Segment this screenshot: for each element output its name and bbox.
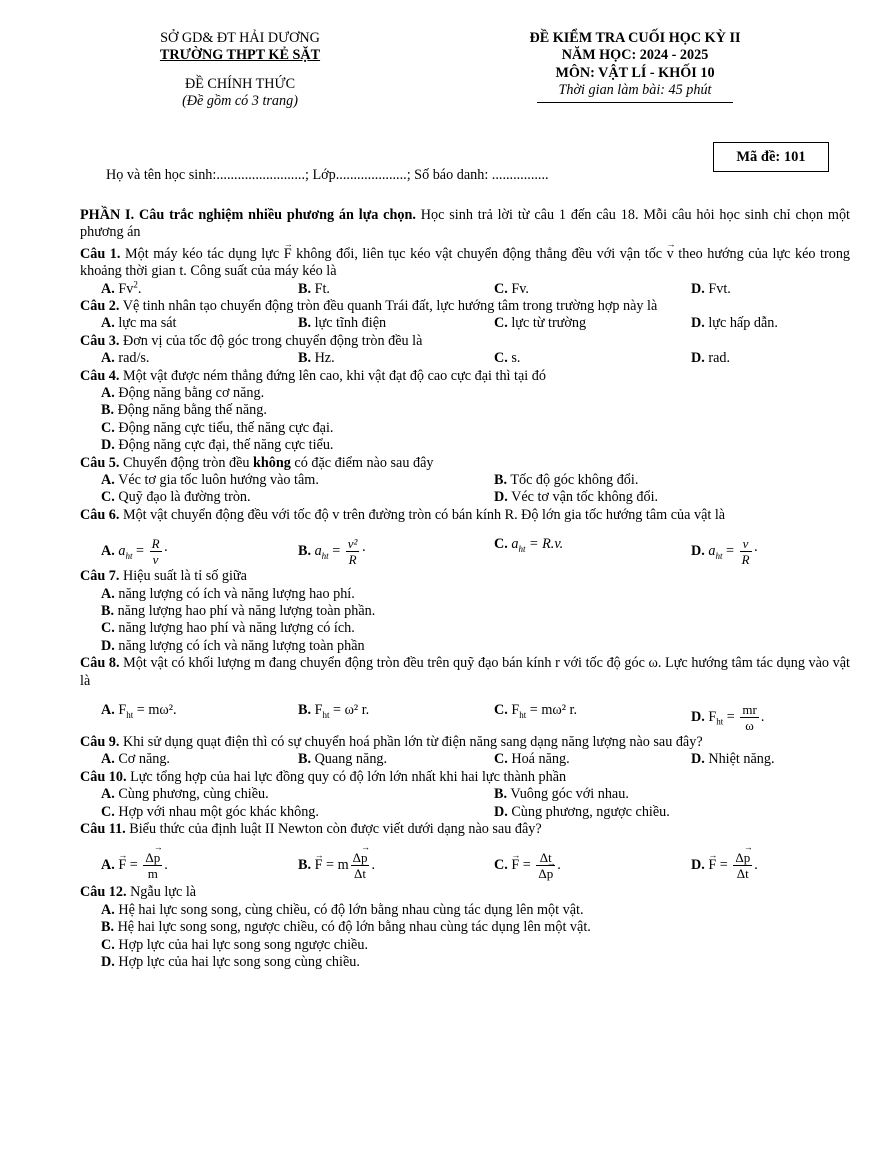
part1-heading: PHẦN I. Câu trắc nghiệm nhiều phương án lựa chọn. bbox=[80, 207, 416, 223]
subject-label: MÔN: VẬT LÍ - KHỐI 10 bbox=[555, 64, 715, 81]
option-b: B. $a_{ht}$ = $\frac{\text{v²}}{R}$ · bbox=[298, 536, 367, 568]
header-right bbox=[470, 30, 800, 103]
question-8-stem: Câu 8. Một vật có khối lượng m đang chuyển động tròn đều trên quỹ đạo bán kính r với tốc độ góc ω. Lực hướng tâm tác dụng vào vật là bbox=[80, 655, 850, 689]
option-d: D. $F_{ht}$ = $\frac{mr}{\omega}$ . bbox=[691, 702, 765, 734]
option-b: B. Quang năng. bbox=[298, 751, 388, 768]
question-3-options bbox=[80, 350, 850, 367]
option-d: D. Nhiệt năng. bbox=[691, 751, 775, 768]
option-d: D. năng lượng có ích và năng lượng toàn phần bbox=[101, 637, 365, 654]
question-9-stem: Câu 9. Khi sử dụng quạt điện thì có sự chuyển hoá phần lớn từ điện năng sang dạng năng lượng nào sau đây? bbox=[80, 734, 703, 751]
part1-intro bbox=[80, 207, 850, 242]
student-info-line: Họ và tên học sinh:.........................; Lớp....................; Số báo danh: ................ bbox=[106, 167, 549, 183]
option-c: C. Hợp lực của hai lực song song ngược chiều. bbox=[101, 936, 368, 953]
option-d: D. $a_{ht}$ = $\frac{v}{R}$ · bbox=[691, 536, 759, 568]
question-9-options bbox=[80, 751, 850, 768]
option-a: A. $a_{ht}$ = $\frac{R}{v}$ · bbox=[101, 536, 169, 568]
option-b: B. → F = m $\frac{\Delta\to p}{\Delta t}$ . bbox=[298, 850, 375, 881]
question-1-options bbox=[80, 278, 850, 298]
option-d: D. lực hấp dẫn. bbox=[691, 315, 778, 332]
question-10-options-row2 bbox=[80, 804, 850, 821]
option-a: A. lực ma sát bbox=[101, 315, 177, 332]
velocity-vector-symbol: → v bbox=[667, 246, 674, 263]
department-name: SỞ GD& ĐT HẢI DƯƠNG bbox=[160, 30, 320, 46]
option-d: D. Véc tơ vận tốc không đổi. bbox=[494, 489, 659, 506]
question-1 bbox=[80, 246, 850, 298]
header-divider bbox=[537, 102, 733, 103]
question-3 bbox=[80, 333, 850, 368]
option-a: A. Hệ hai lực song song, cùng chiều, có độ lớn bằng nhau cùng tác dụng lên một vật. bbox=[101, 901, 584, 918]
question-10-options-row1 bbox=[80, 786, 850, 803]
option-c: C. s. bbox=[494, 350, 521, 367]
question-5 bbox=[80, 455, 850, 507]
option-a: A. Cùng phương, cùng chiều. bbox=[101, 786, 269, 803]
option-c: C. lực từ trường bbox=[494, 315, 587, 332]
option-a: A. Cơ năng. bbox=[101, 751, 170, 768]
option-d: D. rad. bbox=[691, 350, 731, 367]
option-d: D. → F = $\frac{\Delta\to p}{\Delta t}$ . bbox=[691, 850, 758, 881]
option-d: D. Cùng phương, ngược chiều. bbox=[494, 803, 670, 820]
part1-instruction: Học sinh trả lời từ câu 1 đến câu 18. Mỗi câu hỏi học sinh chỉ chọn một phương án bbox=[80, 207, 850, 241]
question-3-stem: Câu 3. Đơn vị của tốc độ góc trong chuyển động tròn đều là bbox=[80, 332, 423, 349]
option-c: C. $a_{ht} = R.v$. bbox=[494, 536, 564, 555]
option-d: D. Fvt. bbox=[691, 280, 731, 297]
time-limit: Thời gian làm bài: 45 phút bbox=[558, 82, 712, 99]
question-12 bbox=[80, 884, 850, 971]
option-a: A. rad/s. bbox=[101, 350, 150, 367]
question-1-text-b: không đổi, liên tục kéo vật chuyển động thẳng đều với vận tốc bbox=[291, 245, 667, 262]
question-2-options bbox=[80, 315, 850, 332]
question-1-stem bbox=[80, 246, 850, 281]
option-c: C. năng lượng hao phí và năng lượng có ích. bbox=[101, 620, 355, 637]
question-6 bbox=[80, 507, 850, 568]
question-4 bbox=[80, 368, 850, 455]
question-5-options-row1 bbox=[80, 472, 850, 489]
option-c: C. Quỹ đạo là đường tròn. bbox=[101, 489, 251, 506]
option-b: B. Ft. bbox=[298, 280, 330, 297]
option-b: B. Vuông góc với nhau. bbox=[494, 786, 629, 803]
question-2-stem: Câu 2. Vệ tinh nhân tạo chuyển động tròn đều quanh Trái đất, lực hướng tâm trong trường hợp này là bbox=[80, 298, 658, 315]
option-c: C. Hoá năng. bbox=[494, 751, 570, 768]
exam-title: ĐỀ KIỂM TRA CUỐI HỌC KỲ II bbox=[529, 30, 741, 46]
option-a: A. Động năng bằng cơ năng. bbox=[101, 385, 265, 402]
question-12-stem: Câu 12. Ngẫu lực là bbox=[80, 884, 197, 901]
question-7-stem: Câu 7. Hiệu suất là tỉ số giữa bbox=[80, 568, 247, 585]
option-b: B. lực tĩnh điện bbox=[298, 315, 387, 332]
question-8-options bbox=[80, 690, 850, 734]
option-a: A. Fv$^2$. bbox=[101, 278, 142, 297]
option-a: A. → F = $\frac{\Delta\to p}{m}$ . bbox=[101, 850, 168, 881]
question-5-options-row2 bbox=[80, 489, 850, 506]
option-c: C. Hợp với nhau một góc khác không. bbox=[101, 803, 319, 820]
option-b: B. Tốc độ góc không đổi. bbox=[494, 472, 639, 489]
option-b: B. năng lượng hao phí và năng lượng toàn phần. bbox=[101, 603, 376, 620]
option-b: B. Hệ hai lực song song, ngược chiều, có độ lớn bằng nhau cùng tác dụng lên một vật. bbox=[101, 919, 591, 936]
question-11-options bbox=[80, 838, 850, 884]
question-6-stem: Câu 6. Một vật chuyển động đều với tốc độ v trên đường tròn có bán kính R. Độ lớn gia tốc hướng tâm của vật là bbox=[80, 506, 726, 523]
question-1-text-c: theo hướng của lực kéo trong khoảng thời gian t. Công suất của máy kéo là bbox=[80, 245, 851, 280]
question-2 bbox=[80, 298, 850, 333]
question-7 bbox=[80, 568, 850, 655]
question-4-stem: Câu 4. Một vật được ném thẳng đứng lên cao, khi vật đạt độ cao cực đại thì tại đó bbox=[80, 367, 546, 384]
question-6-options bbox=[80, 524, 850, 568]
question-1-label: Câu 1. bbox=[80, 245, 121, 262]
question-9 bbox=[80, 734, 850, 769]
exam-content bbox=[80, 207, 850, 972]
option-b: B. Hz. bbox=[298, 350, 335, 367]
school-year: NĂM HỌC: 2024 - 2025 bbox=[561, 47, 709, 64]
question-11-stem: Câu 11. Biểu thức của định luật II Newton còn được viết dưới dạng nào sau đây? bbox=[80, 821, 542, 838]
option-a: A. $F_{ht} = m\omega^2$. bbox=[101, 702, 177, 720]
official-label: ĐỀ CHÍNH THỨC bbox=[184, 75, 296, 92]
option-a: A. Véc tơ gia tốc luôn hướng vào tâm. bbox=[101, 472, 319, 489]
option-c: C. Fv. bbox=[494, 280, 529, 297]
question-11 bbox=[80, 821, 850, 884]
option-c: C. $F_{ht} = m\omega^2$ r. bbox=[494, 702, 578, 720]
question-10 bbox=[80, 769, 850, 821]
question-1-text-a: Một máy kéo tác dụng lực bbox=[120, 245, 284, 262]
question-8 bbox=[80, 655, 850, 734]
question-10-stem: Câu 10. Lực tổng hợp của hai lực đồng quy có độ lớn lớn nhất khi hai lực thành phần bbox=[80, 768, 567, 785]
option-d: D. Hợp lực của hai lực song song cùng chiều. bbox=[101, 954, 360, 971]
option-b: B. $F_{ht} = \omega^2$ r. bbox=[298, 702, 370, 720]
page-count-note: (Đề gồm có 3 trang) bbox=[182, 93, 298, 110]
option-c: C. → F = $\frac{\Delta t}{\Delta\to p}$ . bbox=[494, 850, 561, 881]
option-d: D. Động năng cực đại, thế năng cực tiểu. bbox=[101, 437, 334, 454]
header-left bbox=[120, 30, 360, 111]
option-a: A. năng lượng có ích và năng lượng hao phí. bbox=[101, 585, 355, 602]
option-b: B. Động năng bằng thế năng. bbox=[101, 402, 267, 419]
question-5-stem: Câu 5. Chuyển động tròn đều không có đặc điểm nào sau đây bbox=[80, 454, 434, 471]
school-name: TRƯỜNG THPT KẺ SẶT bbox=[159, 47, 321, 64]
option-c: C. Động năng cực tiểu, thế năng cực đại. bbox=[101, 419, 334, 436]
force-vector-symbol: → F bbox=[284, 246, 292, 263]
exam-code-box: Mã đề: 101 bbox=[713, 142, 829, 172]
